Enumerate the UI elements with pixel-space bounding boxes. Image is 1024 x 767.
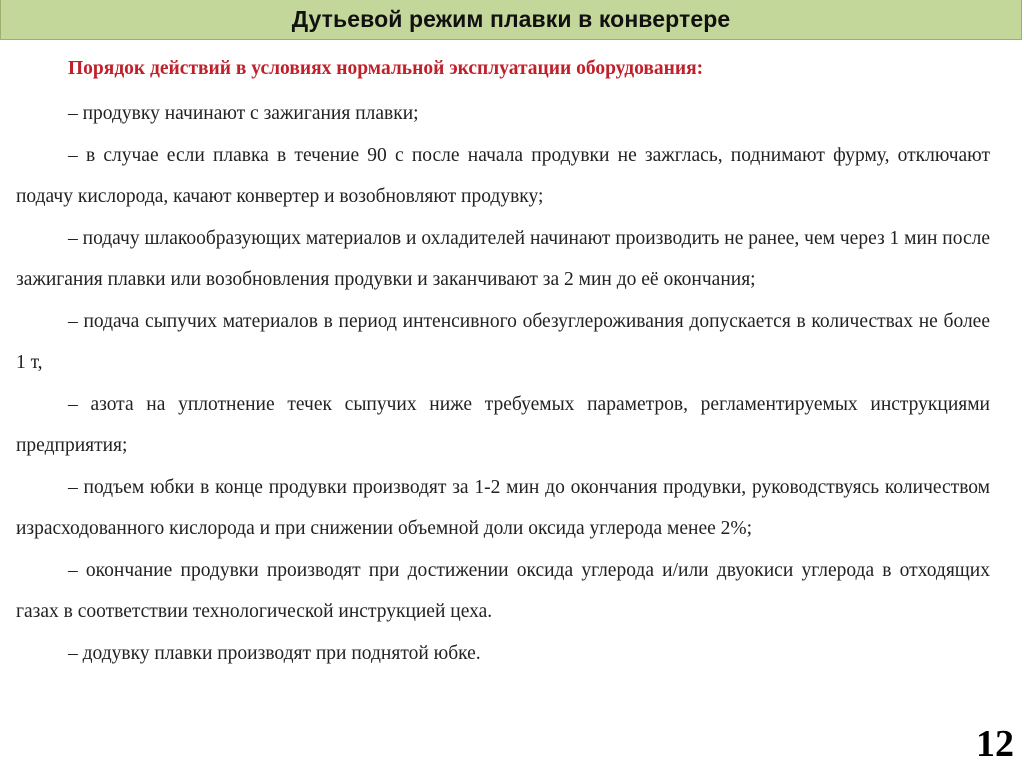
list-item: – подъем юбки в конце продувки производят за 1-2 мин до окончания продувки, руководствуясь количеством израсходованного кислорода и при снижении объемной доли оксида углерода менее 2%;: [16, 476, 990, 539]
slide-content: [16, 52, 990, 674]
section-subheading: Порядок действий в условиях нормальной эксплуатации оборудования:: [68, 58, 704, 79]
list-item: – подача сыпучих материалов в период интенсивного обезуглероживания допускается в количествах не более 1 т,: [16, 310, 990, 373]
list-item: – окончание продувки производят при достижении оксида углерода и/или двуокиси углерода в отходящих газах в соответствии технологической инструкцией цеха.: [16, 559, 990, 622]
slide-title: Дутьевой режим плавки в конвертере: [291, 6, 731, 32]
list-item: – додувку плавки производят при поднятой юбке.: [68, 642, 481, 664]
slide-title-bar: [0, 0, 1022, 40]
list-item: – азота на уплотнение течек сыпучих ниже требуемых параметров, регламентируемых инструкциями предприятия;: [16, 393, 990, 456]
list-item: – подачу шлакообразующих материалов и охладителей начинают производить не ранее, чем через 1 мин после зажигания плавки или возобновления продувки и заканчивают за 2 мин до её окончания;: [16, 227, 990, 290]
list-item: – в случае если плавка в течение 90 с после начала продувки не зажглась, поднимают фурму, отключают подачу кислорода, качают конвертер и возобновляют продувку;: [16, 144, 990, 207]
page-number: 12: [976, 723, 1014, 765]
list-item: – продувку начинают с зажигания плавки;: [68, 103, 419, 124]
